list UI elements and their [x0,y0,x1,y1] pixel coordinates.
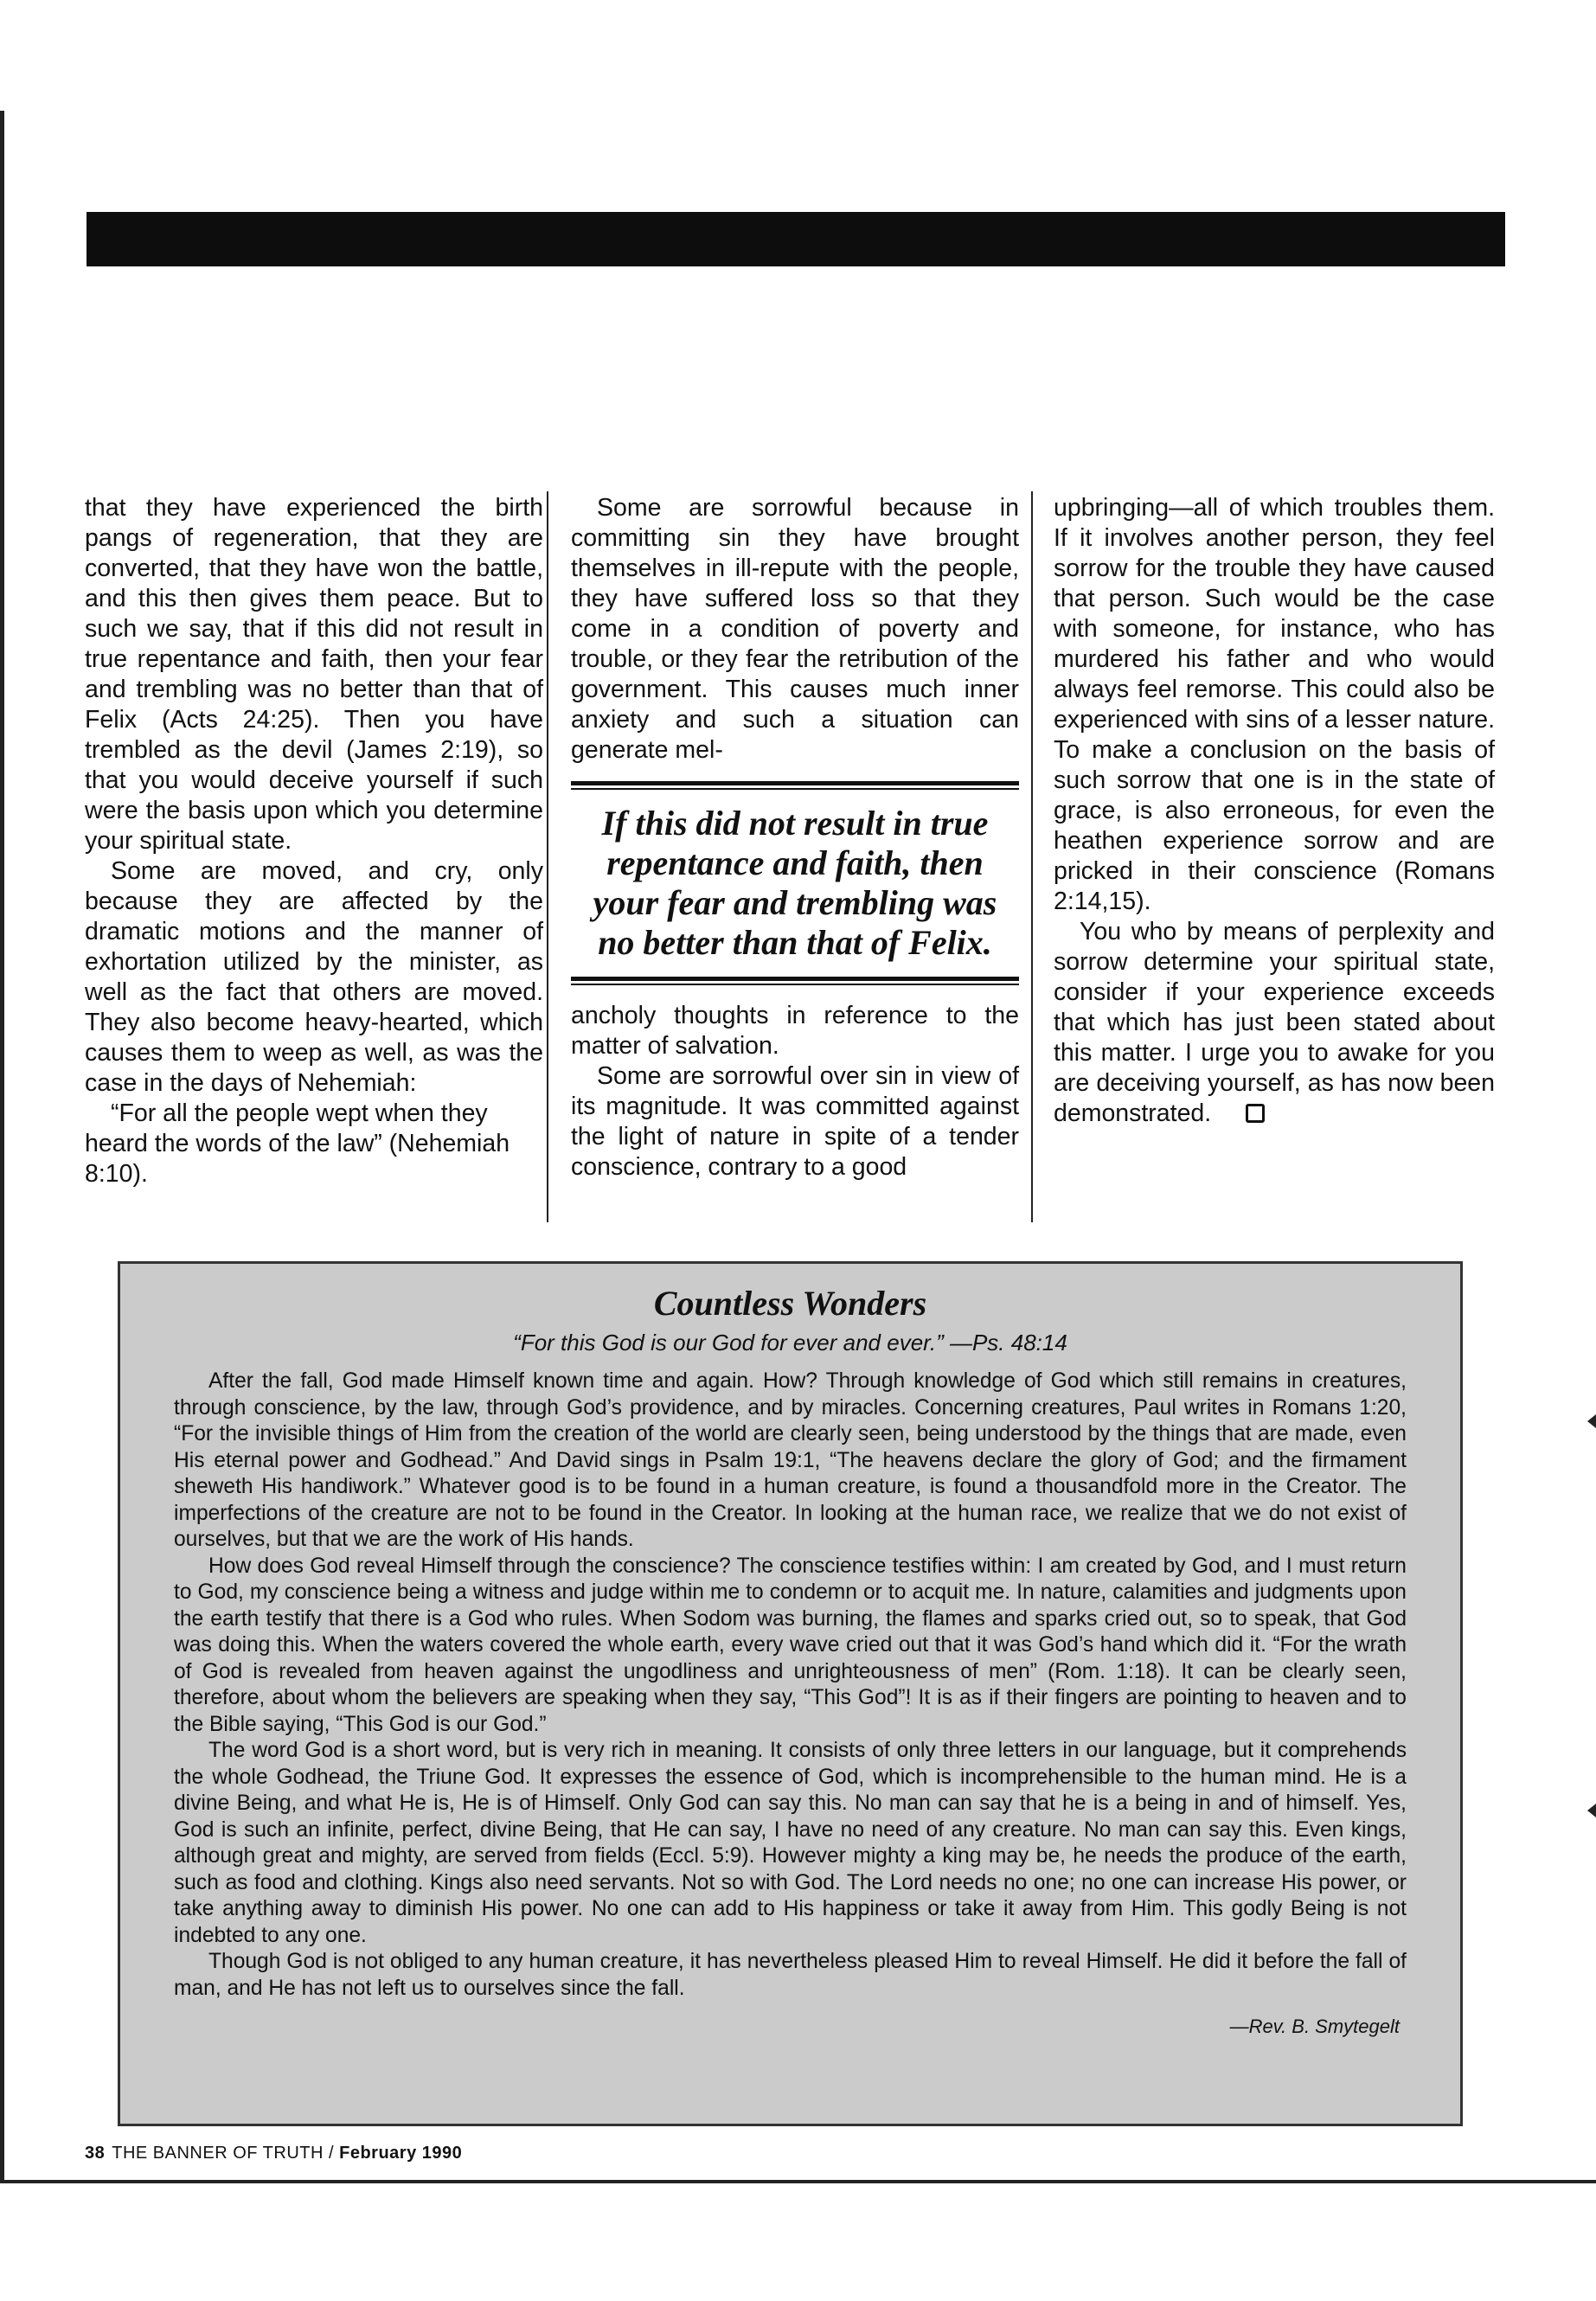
pull-quote [571,781,1019,985]
header-bar [87,212,1505,266]
sidebar-author: —Rev. B. Smytegelt [1229,2016,1400,2037]
paragraph: Some are sorrowful over sin in view of its magnitude. It was committed against the light of nature in spite of a tender conscience, contrary to a good [571,1062,1019,1181]
scripture-quote: “For all the people wept when they heard the words of the law” (Nehemiah 8:10). [85,1099,510,1188]
pull-quote-rule-bottom [571,977,1019,985]
paragraph: upbringing—all of which troubles them. If it involves another person, they feel sorrow for the trouble they have caused that person. Such would be the case with someone, for instance, who has murdered his father and who would always feel remorse. This could also be experienced with sins of a lesser nature. To make a conclusion on the basis of such sorrow that one is in the state of grace, is also erroneous, for even the heathen experience sorrow and are pricked in their conscience (Romans 2:14,15). [1054,494,1495,915]
pull-quote-text: If this did not result in true repentance and faith, then your fear and trembling was no better than that of Felix. [593,804,997,962]
issue-date: February 1990 [339,2144,463,2163]
article-column-2 [571,493,1019,1183]
page-number: 38 [85,2144,106,2163]
paragraph [1054,917,1495,1129]
column-divider [547,491,548,1222]
paragraph: Some are moved, and cry, only because they are affected by the dramatic motions and the manner of exhortation utilized by the minister, as well as the fact that others are moved. They also become heavy-hearted, which causes them to weep as well, as was the case in the days of Nehemiah: [85,857,543,1097]
page-edge-mark-icon [1587,1414,1596,1428]
paragraph: that they have experienced the birth pangs of regeneration, that they are converted, that they have won the battle, and this then gives them peace. But to such we say, that if this did not result in true repentance and faith, then your fear and trembling was no better than that of Felix (Acts 24:25). Then you have trembled as the devil (James 2:19), so that you would deceive yourself if such were the basis upon which you determine your spiritual state. [85,494,543,855]
article-column-3 [1054,493,1495,1129]
paragraph: ancholy thoughts in reference to the matter of salvation. [571,1002,1019,1060]
publication-name: THE BANNER OF TRUTH / [112,2144,340,2163]
sidebar-paragraph: How does God reveal Himself through the conscience? The conscience testifies within: I am created by God, and I must return to God, my conscience being a witness and judge within me to condemn or to acquit me. In nature, calamities and judgments upon the earth testify that there is a God who rules. When Sodom was burning, the flames and sparks cried out, so to speak, that God was doing this. When the waters covered the whole earth, every wave cried out that it was God’s hand which did it. “For the wrath of God is revealed from heaven against the ungodliness and unrighteousness of men” (Rom. 1:18). It can be clearly seen, therefore, about whom the believers are speaking when they say, “This God”! It is as if their fingers are pointing to heaven and to the Bible saying, “This God is our God.” [174,1554,1407,1736]
scan-edge-bottom [0,2180,1596,2183]
article-column-1 [85,493,543,1189]
page-footer [85,2144,462,2163]
pull-quote-rule-top [571,781,1019,790]
closing-paragraph-text: You who by means of perplexity and sorrow determine your spiritual state, consider if your experience exceeds that which has just been stated about this matter. I urge you to awake for you are deceiving yourself, as has now been demonstrated. [1054,918,1495,1127]
end-of-article-icon [1246,1104,1265,1123]
sidebar-box [118,1261,1463,2126]
scan-edge-left [0,111,4,2182]
scan-margin-top [0,0,1596,112]
sidebar-body [174,1368,1407,2002]
sidebar-title: Countless Wonders [653,1284,927,1323]
sidebar-paragraph: Though God is not obliged to any human creature, it has nevertheless pleased Him to reveal Himself. He did it before the fall of man, and He has not left us to ourselves since the fall. [174,1950,1407,2000]
paragraph: Some are sorrowful because in committing sin they have brought themselves in ill-repute with the people, they have suffered loss so that they come in a condition of poverty and trouble, or they fear the retribution of the government. This causes much inner anxiety and such a situation can generate mel- [571,494,1019,764]
sidebar-paragraph: After the fall, God made Himself known time and again. How? Through knowledge of God which still remains in creatures, through conscience, by the law, through God’s providence, and by miracles. Concerning creatures, Paul writes in Romans 1:20, “For the invisible things of Him from the creation of the world are clearly seen, being understood by the things that are made, even His eternal power and Godhead.” And David sings in Psalm 19:1, “The heavens declare the glory of God; and the firmament sheweth His handiwork.” Whatever good is to be found in a human creature, is found a thousandfold more in the Creator. The imperfections of the creature are not to be found in the Creator. In looking at the human race, we realize that we do not exist of ourselves, but that we are the work of His hands. [174,1369,1407,1551]
sidebar-paragraph: The word God is a short word, but is very rich in meaning. It consists of only three letters in our language, but it comprehends the whole Godhead, the Triune God. It expresses the essence of God, which is incomprehensible to the human mind. He is a divine Being, and what He is, He is of Himself. Only God can say this. No man can say that he is a being in and of himself. Yes, God is such an infinite, perfect, divine Being, that He can say, I have no need of any creature. No man can say this. Even kings, although great and mighty, are served from fields (Eccl. 5:9). However mighty a king may be, he needs the produce of the earth, such as food and clothing. Kings also need servants. Not so with God. The Lord needs no one; no one can increase His power, or take anything away to diminish His power. No one can add to His happiness or take it away from Him. This godly Being is not indebted to any one. [174,1739,1407,1947]
sidebar-subtitle: “For this God is our God for ever and ever.” —Ps. 48:14 [513,1330,1067,1356]
column-divider [1031,491,1033,1222]
page-edge-mark-icon [1587,1804,1596,1817]
